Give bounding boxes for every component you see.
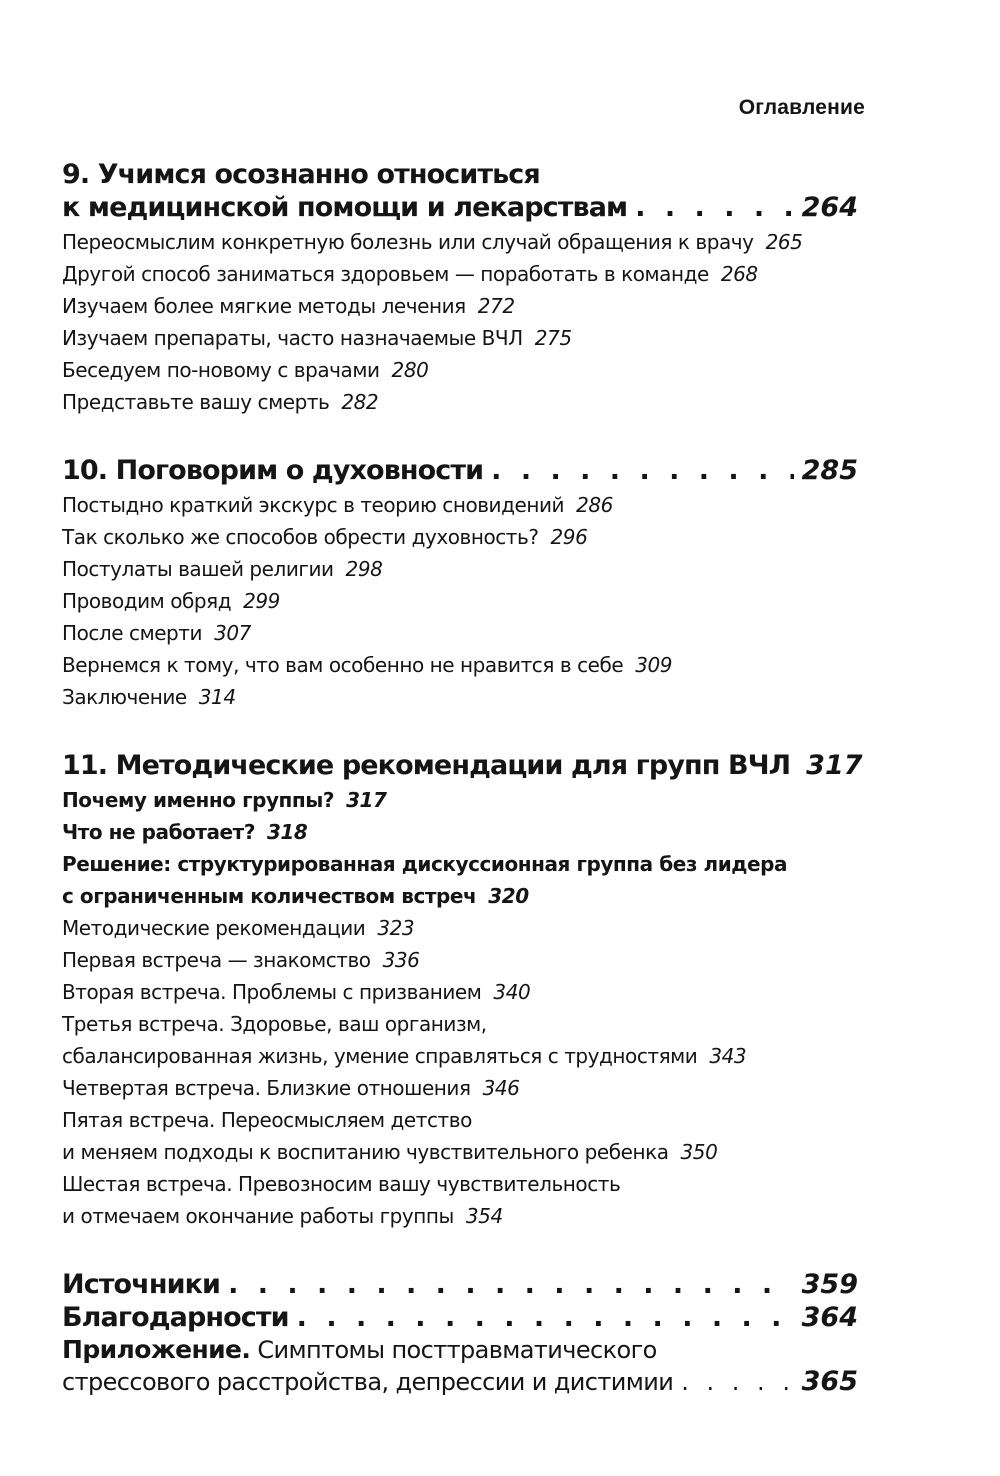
entry-title: После смерти [62, 621, 203, 645]
chapter-page-number: 317 [806, 750, 863, 781]
toc-entry [62, 386, 858, 418]
entry-title: Почему именно группы? [62, 788, 335, 812]
toc-entry [62, 322, 858, 354]
entry-title: Первая встреча — знакомство [62, 948, 371, 972]
back-matter-page: 359 [801, 1269, 858, 1300]
back-matter [62, 1268, 858, 1334]
appendix-page: 365 [801, 1366, 858, 1397]
entry-page-number: 265 [765, 230, 803, 254]
entry-title: Что не работает? [62, 820, 255, 844]
dot-leader [681, 1367, 793, 1398]
toc-entry [62, 976, 858, 1008]
toc-entry [62, 880, 858, 912]
entry-title: Изучаем более мягкие методы лечения [62, 294, 466, 318]
toc-entry [62, 1168, 858, 1200]
entry-page-number: 298 [345, 557, 383, 581]
toc-entry [62, 944, 858, 976]
toc-entry [62, 784, 858, 816]
entry-title: Заключение [62, 685, 187, 709]
chapter-page-number: 285 [801, 455, 858, 486]
dot-leader [297, 1301, 794, 1334]
entry-page-number: 320 [488, 884, 529, 908]
chapter-page-number: 264 [801, 192, 858, 223]
toc-entry [62, 1136, 858, 1168]
entry-page-number: 318 [266, 820, 308, 844]
dot-leader [491, 454, 793, 487]
entry-page-number: 314 [198, 685, 236, 709]
entry-title: Изучаем препараты, часто назначаемые ВЧЛ [62, 326, 523, 350]
dot-leader [228, 1268, 794, 1301]
appendix-label: Приложение. [62, 1335, 251, 1364]
entry-title: Вторая встреча. Проблемы с призванием [62, 980, 482, 1004]
entry-title: и отмечаем окончание работы группы [62, 1204, 454, 1228]
chapter-title-line: 9. Учимся осознанно относиться [62, 159, 540, 190]
chapter-section [62, 454, 858, 713]
entry-title: Другой способ заниматься здоровьем — поработать в команде [62, 262, 709, 286]
entry-title: Четвертая встреча. Близкие отношения [62, 1076, 471, 1100]
toc-entry [62, 290, 858, 322]
entry-page-number: 346 [482, 1076, 520, 1100]
entry-title: с ограниченным количеством встреч [62, 884, 477, 908]
entry-title: Постулаты вашей религии [62, 557, 334, 581]
entry-title: Решение: структурированная дискуссионная группа без лидера [62, 852, 788, 876]
toc-entry [62, 681, 858, 713]
entry-page-number: 275 [534, 326, 572, 350]
chapter-list [62, 158, 863, 1232]
toc-entry [62, 226, 858, 258]
entry-title: и меняем подходы к воспитанию чувствительного ребенка [62, 1140, 669, 1164]
entry-page-number: 286 [576, 493, 613, 517]
toc-entry [62, 1200, 858, 1232]
toc-entry [62, 816, 858, 848]
toc-entry [62, 617, 858, 649]
entry-page-number: 323 [377, 916, 415, 940]
toc-entry [62, 585, 858, 617]
back-matter-entry [62, 1301, 858, 1334]
toc-entry [62, 1008, 858, 1040]
back-matter-title: Благодарности [62, 1302, 289, 1333]
entry-title: Переосмыслим конкретную болезнь или случай обращения к врачу [62, 230, 754, 254]
chapter-title [62, 749, 863, 782]
back-matter-page: 364 [801, 1302, 858, 1333]
toc-entry [62, 848, 858, 880]
entry-page-number: 336 [382, 948, 420, 972]
toc-entry [62, 1104, 858, 1136]
entry-page-number: 343 [709, 1044, 747, 1068]
entry-page-number: 299 [243, 589, 280, 613]
toc-entry [62, 258, 858, 290]
entry-page-number: 309 [635, 653, 673, 677]
entry-title: Представьте вашу смерть [62, 390, 330, 414]
chapter-section [62, 158, 858, 418]
toc-entry [62, 553, 858, 585]
toc-entry [62, 912, 858, 944]
entry-title: Постыдно краткий экскурс в теорию сновидений [62, 493, 565, 517]
entry-title: сбалансированная жизнь, умение справляться с трудностями [62, 1044, 698, 1068]
toc-entry [62, 649, 858, 681]
appendix-title-line2: стрессового расстройства, депрессии и дистимии [62, 1368, 674, 1396]
toc-entry [62, 354, 858, 386]
toc-entry [62, 1072, 858, 1104]
entry-title: Методические рекомендации [62, 916, 366, 940]
entry-page-number: 350 [680, 1140, 718, 1164]
entry-title: Третья встреча. Здоровье, ваш организм, [62, 1012, 487, 1036]
dot-leader [635, 191, 793, 224]
entry-page-number: 280 [391, 358, 429, 382]
toc-entry [62, 1040, 858, 1072]
entry-page-number: 296 [550, 525, 588, 549]
chapter-title-line: к медицинской помощи и лекарствам [62, 192, 628, 223]
entry-title: Пятая встреча. Переосмысляем детство [62, 1108, 472, 1132]
toc-entry [62, 489, 858, 521]
entry-title: Шестая встреча. Превозносим вашу чувствительность [62, 1172, 621, 1196]
entry-title: Беседуем по-новому с врачами [62, 358, 380, 382]
back-matter-title: Источники [62, 1269, 221, 1300]
back-matter-entry [62, 1268, 858, 1301]
entry-page-number: 317 [346, 788, 387, 812]
entry-title: Так сколько же способов обрести духовность? [62, 525, 539, 549]
entry-page-number: 268 [720, 262, 758, 286]
running-header: Оглавление [738, 96, 865, 119]
entry-title: Вернемся к тому, что вам особенно не нравится в себе [62, 653, 624, 677]
entry-page-number: 307 [214, 621, 251, 645]
chapter-title [62, 158, 858, 224]
entry-title: Проводим обряд [62, 589, 232, 613]
table-of-contents [62, 158, 863, 1398]
chapter-title [62, 454, 858, 487]
appendix-entry [62, 1334, 858, 1398]
chapter-title-line: 11. Методические рекомендации для групп ВЧЛ [62, 750, 791, 781]
chapter-section [62, 749, 863, 1232]
entry-page-number: 340 [493, 980, 531, 1004]
toc-entry [62, 521, 858, 553]
entry-page-number: 354 [465, 1204, 503, 1228]
entry-page-number: 272 [477, 294, 515, 318]
entry-page-number: 282 [341, 390, 379, 414]
appendix-title-line1: Симптомы посттравматического [257, 1336, 657, 1364]
chapter-title-line: 10. Поговорим о духовности [62, 455, 484, 486]
